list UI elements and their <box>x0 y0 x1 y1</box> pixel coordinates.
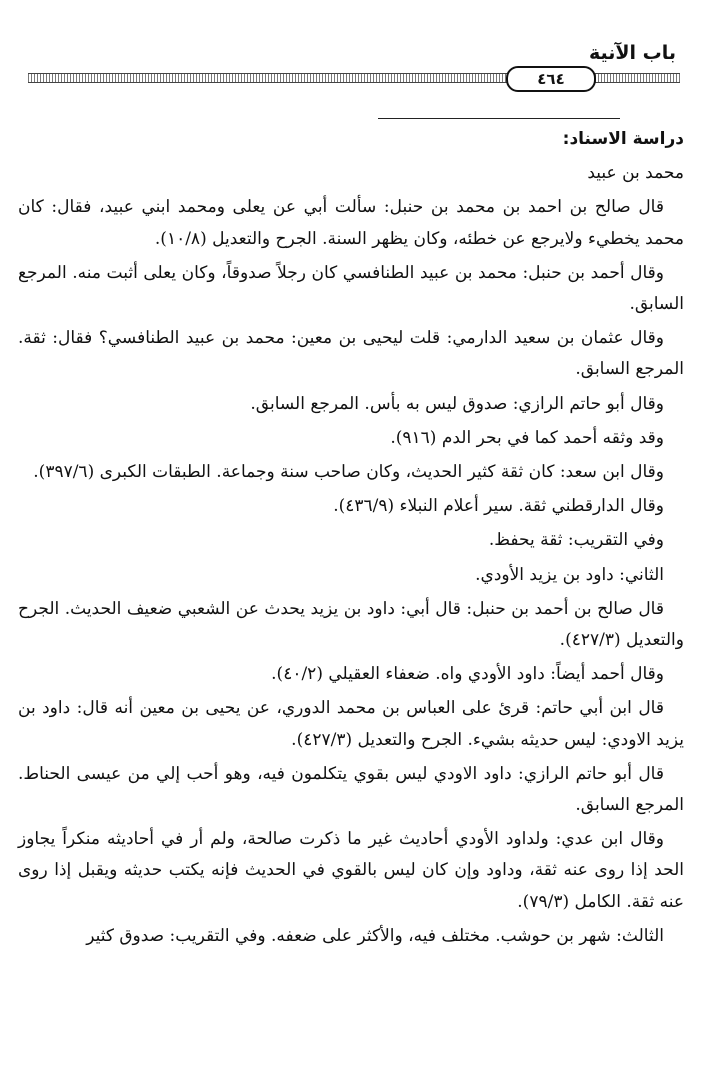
header-ornament-band <box>28 66 680 90</box>
paragraph: قال ابن أبي حاتم: قرئ على العباس بن محمد الدوري، عن يحيى بن معين أنه قال: داود بن يزيد الاودي: ليس حديثه بشيء. الجرح والتعديل (٤٢٧/٣). <box>18 698 684 750</box>
header-rule <box>378 118 620 119</box>
paragraph: وقال أبو حاتم الرازي: صدوق ليس به بأس. المرجع السابق. <box>250 393 664 414</box>
paragraph: وقد وثقه أحمد كما في بحر الدم (٩١٦). <box>390 427 664 448</box>
paragraph: وقال الدارقطني ثقة. سير أعلام النبلاء (٤٣٦/٩). <box>333 496 664 517</box>
section-heading: دراسة الاسناد: <box>562 129 684 149</box>
paragraph: قال صالح بن احمد بن محمد بن حنبل: سألت أبي عن يعلى ومحمد ابني عبيد، فقال: كان محمد يخطيء ولايرجع عن خطئه، وكان يظهر السنة. الجرح والتعديل (١٠/٨). <box>18 197 684 249</box>
paragraph: محمد بن عبيد <box>587 163 684 184</box>
chapter-title: باب الآنية <box>588 42 676 64</box>
paragraph: وفي التقريب: ثقة يحفظ. <box>488 530 664 551</box>
paragraph: وقال أحمد أيضاً: داود الأودي واه. ضعفاء العقيلي (٤٠/٢). <box>271 664 664 685</box>
page-body <box>18 124 684 955</box>
paragraph: وقال عثمان بن سعيد الدارمي: قلت ليحيى بن معين: محمد بن عبيد الطنافسي؟ فقال: ثقة. المرجع السابق. <box>18 328 684 380</box>
page-number: ٤٦٤ <box>506 66 596 92</box>
paragraph: قال صالح بن أحمد بن حنبل: قال أبي: داود بن يزيد يحدث عن الشعبي ضعيف الحديث. الجرح والتعديل (٤٢٧/٣). <box>18 598 684 651</box>
paragraph: الثاني: داود بن يزيد الأودي. <box>475 564 664 585</box>
paragraph: وقال ابن عدي: ولداود الأودي أحاديث غير ما ذكرت صالحة، ولم أر في أحاديثه منكراً يجاوز الحد إذا روى عنه ثقة، وداود وإن كان ليس بالقوي في الحديث فإنه يكتب حديثه ويقبل إذا روى عنه ثقة. الكامل (٧٩/٣). <box>18 829 684 912</box>
paragraph: وقال ابن سعد: كان ثقة كثير الحديث، وكان صاحب سنة وجماعة. الطبقات الكبرى (٣٩٧/٦). <box>33 462 664 483</box>
paragraph: وقال أحمد بن حنبل: محمد بن عبيد الطنافسي كان رجلاً صدوقاً، وكان يعلى أثبت منه. المرجع السابق. <box>18 262 684 315</box>
paragraph: الثالث: شهر بن حوشب. مختلف فيه، والأكثر على ضعفه. وفي التقريب: صدوق كثير <box>86 925 664 946</box>
paragraph: قال أبو حاتم الرازي: داود الاودي ليس بقوي يتكلمون فيه، وهو أحب إلي من عيسى الحناط. المرجع السابق. <box>18 763 684 816</box>
